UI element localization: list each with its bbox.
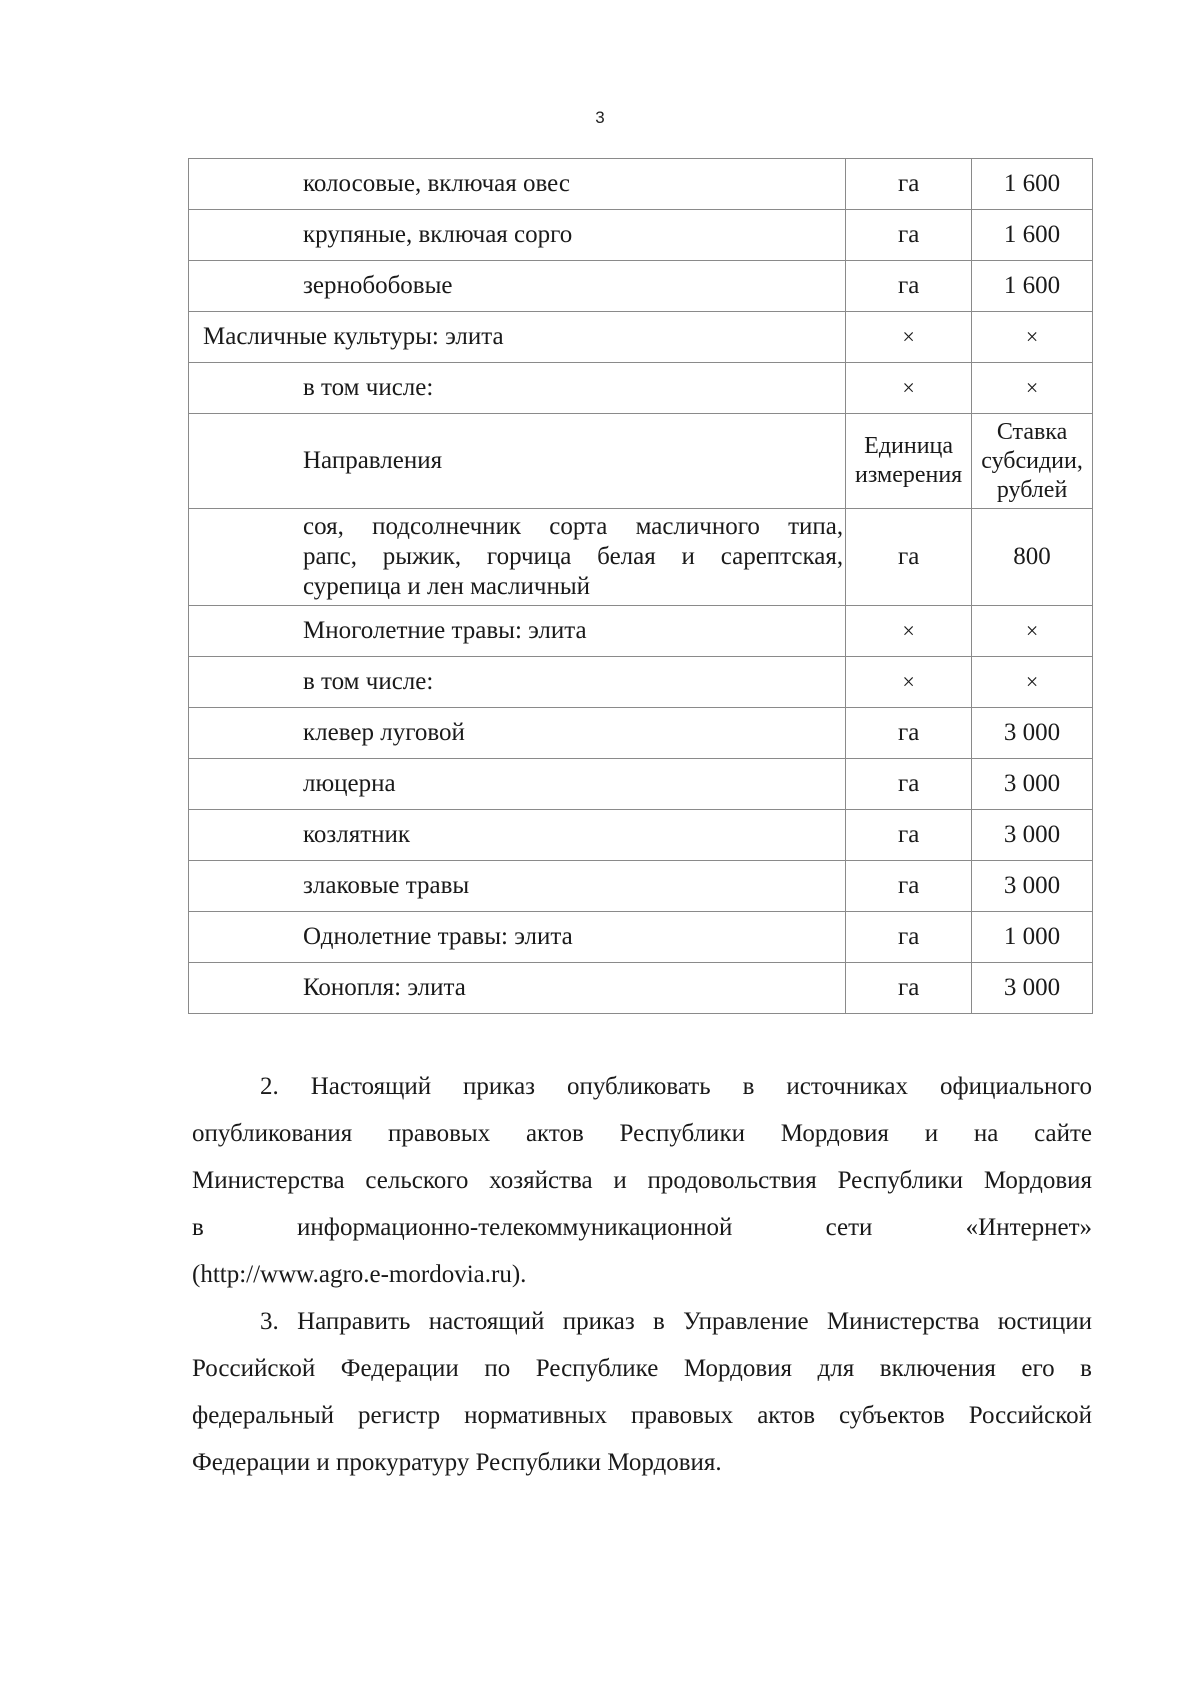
column-header-unit [846,414,972,509]
row-name: зернобобовые [189,261,846,312]
row-rate: × [972,657,1093,708]
row-unit: га [846,509,972,606]
row-rate: 3 000 [972,963,1093,1014]
paragraph-line: 2. Настоящий приказ опубликовать в источниках официального [260,1073,1092,1100]
row-rate: 3 000 [972,708,1093,759]
row-unit: га [846,912,972,963]
row-rate: 1 600 [972,261,1093,312]
row-unit: × [846,312,972,363]
column-header-rate-line: субсидии, [981,447,1083,474]
column-header-rate [972,414,1093,509]
table-row [189,210,1093,261]
paragraph-2 [192,1063,1092,1298]
table-row [189,606,1093,657]
subsidy-rates-table [188,158,1093,1014]
paragraph-line: Федерации и прокуратуру Республики Мордовия. [192,1449,722,1476]
row-name [189,509,846,606]
row-name: колосовые, включая овес [189,159,846,210]
row-name-line: соя, подсолнечник сорта масличного типа, [303,513,844,540]
row-rate: 3 000 [972,861,1093,912]
table-row [189,159,1093,210]
page-number: 3 [595,108,605,127]
row-name: крупяные, включая сорго [189,210,846,261]
row-name: Конопля: элита [189,963,846,1014]
paragraph-3 [192,1298,1092,1486]
table-row [189,810,1093,861]
row-unit: га [846,810,972,861]
row-rate: 3 000 [972,759,1093,810]
row-name: в том числе: [189,363,846,414]
row-unit: га [846,861,972,912]
row-unit: × [846,657,972,708]
row-unit: га [846,759,972,810]
row-rate: × [972,606,1093,657]
row-name: в том числе: [189,657,846,708]
table-row [189,261,1093,312]
table-row [189,363,1093,414]
row-rate: × [972,363,1093,414]
paragraph-line: 3. Направить настоящий приказ в Управление Министерства юстиции [260,1308,1092,1335]
row-name: злаковые травы [189,861,846,912]
row-rate: 1 000 [972,912,1093,963]
row-rate: 800 [972,509,1093,606]
paragraph-line: опубликования правовых актов Республики Мордовия и на сайте [192,1120,1092,1147]
table-header-row [189,414,1093,509]
table-row [189,861,1093,912]
paragraph-line: федеральный регистр нормативных правовых актов субъектов Российской [192,1402,1092,1429]
column-header-rate-line: рублей [996,476,1068,503]
row-unit: × [846,363,972,414]
paragraph-line: Российской Федерации по Республике Мордовия для включения его в [192,1355,1092,1382]
paragraph-line: Министерства сельского хозяйства и продовольствия Республики Мордовия [192,1167,1092,1194]
column-header-rate-line: Ставка [996,418,1068,445]
row-unit: га [846,210,972,261]
row-name-line: рапс, рыжик, горчица белая и сарептская, [303,543,844,570]
table-row [189,759,1093,810]
table-row [189,708,1093,759]
column-header-unit-line: измерения [855,462,963,488]
row-unit: га [846,708,972,759]
row-rate: 1 600 [972,210,1093,261]
row-name: люцерна [189,759,846,810]
row-name: клевер луговой [189,708,846,759]
column-header-directions: Направления [189,414,846,509]
row-rate: 3 000 [972,810,1093,861]
row-rate: × [972,312,1093,363]
row-name: Многолетние травы: элита [189,606,846,657]
row-unit: га [846,963,972,1014]
row-name-line: сурепица и лен масличный [303,573,590,600]
paragraph-line: (http://www.agro.e-mordovia.ru). [192,1261,527,1288]
row-rate: 1 600 [972,159,1093,210]
row-name: Однолетние травы: элита [189,912,846,963]
row-unit: × [846,606,972,657]
table-row [189,509,1093,606]
table-row [189,963,1093,1014]
column-header-unit-line: Единица [864,433,954,459]
row-name: козлятник [189,810,846,861]
table-row [189,312,1093,363]
row-name: Масличные культуры: элита [189,312,846,363]
paragraph-line: в информационно-телекоммуникационной сети «Интернет» [192,1214,1092,1241]
table-row [189,657,1093,708]
row-unit: га [846,261,972,312]
row-unit: га [846,159,972,210]
table-row [189,912,1093,963]
